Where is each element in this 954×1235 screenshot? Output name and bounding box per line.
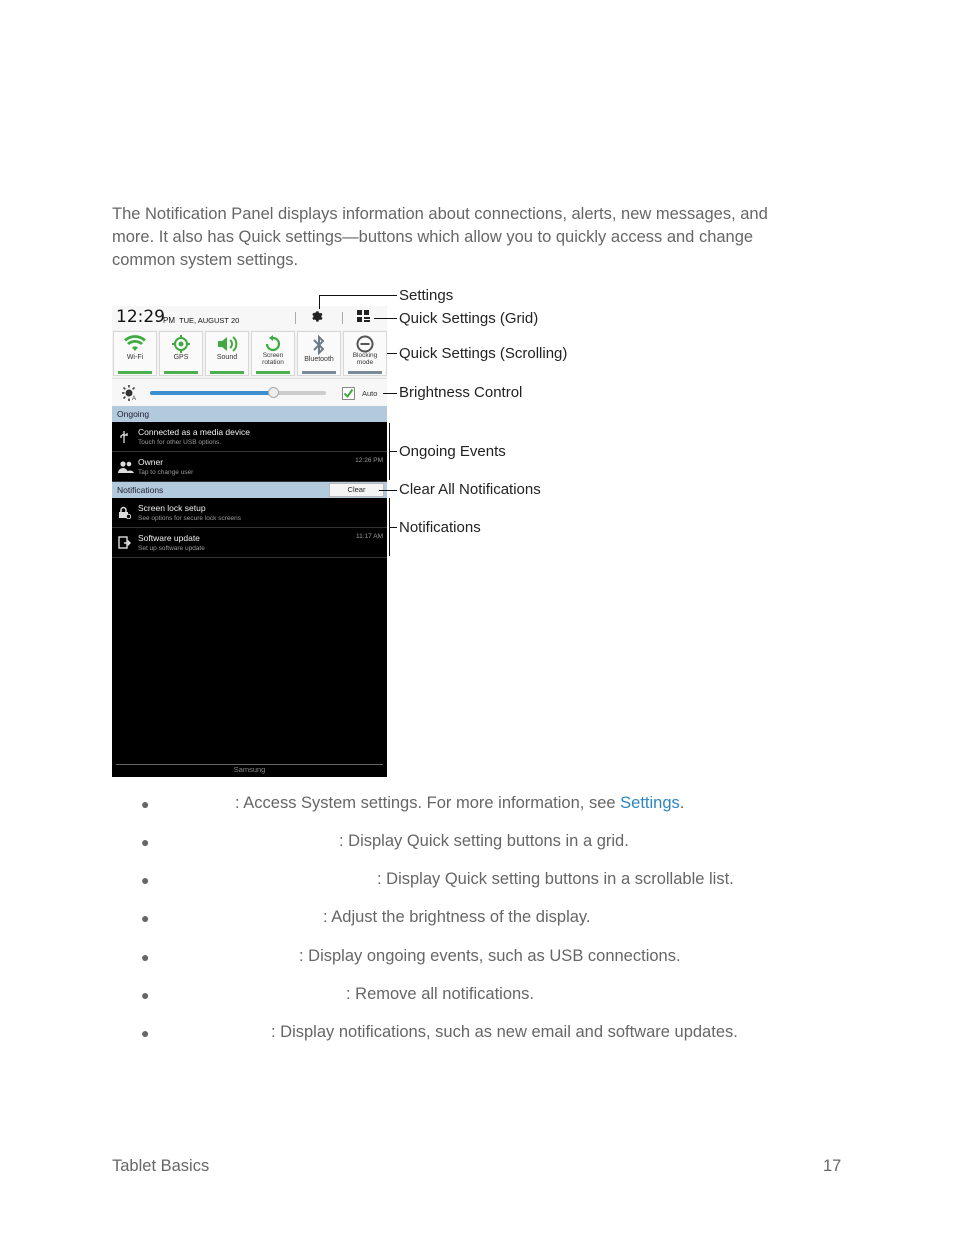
auto-brightness-label: Auto bbox=[362, 389, 378, 398]
ongoing-item-usb[interactable] bbox=[112, 422, 387, 452]
qs-button-sound[interactable] bbox=[205, 331, 249, 376]
callout-ongoing: Ongoing Events bbox=[399, 443, 506, 460]
clock-ampm: PM bbox=[163, 316, 175, 325]
callout-notifications: Notifications bbox=[399, 519, 481, 536]
item-time: 12:26 PM bbox=[355, 457, 383, 464]
sound-icon bbox=[216, 335, 238, 353]
lock-icon bbox=[118, 506, 131, 524]
callout-line bbox=[319, 295, 397, 296]
item-title: Connected as a media device bbox=[138, 427, 250, 437]
callout-line bbox=[379, 490, 397, 491]
callout-qs-grid: Quick Settings (Grid) bbox=[399, 310, 539, 327]
bullet-notifications: : Display notifications, such as new email and software updates. bbox=[271, 1023, 738, 1041]
qs-label: GPS bbox=[173, 354, 189, 361]
brightness-slider[interactable] bbox=[150, 391, 326, 395]
bullet-text: : Access System settings. For more information, see bbox=[235, 794, 621, 812]
qs-status-bar bbox=[118, 371, 152, 374]
usb-icon bbox=[118, 430, 130, 448]
carrier-label: Samsung bbox=[116, 764, 383, 775]
bullet-dot: ● bbox=[141, 987, 150, 1003]
qs-label: Screen rotation bbox=[262, 352, 284, 366]
callout-qs-scrolling: Quick Settings (Scrolling) bbox=[399, 345, 568, 362]
quick-settings-scrolling bbox=[112, 330, 387, 378]
intro-paragraph: The Notification Panel displays information about connections, alerts, new messages, and more. It also has Quick settings—buttons which allow you to quickly access and change common system settings. bbox=[112, 205, 768, 269]
bullet-dot: ● bbox=[141, 834, 150, 850]
qs-label: Sound bbox=[216, 354, 238, 361]
blocking-mode-icon bbox=[355, 335, 375, 353]
footer-section-title: Tablet Basics bbox=[112, 1157, 210, 1175]
divider bbox=[295, 312, 296, 324]
software-update-icon bbox=[118, 536, 131, 554]
date: TUE, AUGUST 20 bbox=[179, 316, 240, 325]
item-subtitle: Touch for other USB options. bbox=[138, 439, 222, 446]
qs-status-bar bbox=[348, 371, 382, 374]
divider bbox=[342, 312, 343, 324]
qs-status-bar bbox=[302, 371, 336, 374]
bullet-qs-scrolling: : Display Quick setting buttons in a scrollable list. bbox=[377, 870, 734, 888]
bullet-qs-grid: : Display Quick setting buttons in a grid. bbox=[339, 832, 629, 850]
settings-gear-icon[interactable] bbox=[310, 309, 324, 328]
status-bar bbox=[112, 306, 387, 331]
user-icon bbox=[118, 460, 134, 478]
brightness-control bbox=[112, 378, 387, 407]
bullet-dot: ● bbox=[141, 872, 150, 888]
callout-line bbox=[389, 451, 397, 452]
bullet-text-end: . bbox=[679, 794, 685, 812]
page-number: 17 bbox=[823, 1157, 842, 1175]
qs-button-bluetooth[interactable] bbox=[297, 331, 341, 376]
callout-line bbox=[383, 393, 397, 394]
callout-clear-all: Clear All Notifications bbox=[399, 481, 541, 498]
brightness-slider-fill bbox=[150, 391, 273, 395]
bullet-settings bbox=[235, 794, 684, 813]
qs-label: Blocking mode bbox=[352, 352, 378, 366]
item-subtitle: See options for secure lock screens bbox=[138, 515, 241, 522]
notification-item-software-update[interactable] bbox=[112, 528, 387, 558]
qs-status-bar bbox=[164, 371, 198, 374]
bullet-dot: ● bbox=[141, 796, 150, 812]
item-time: 11:17 AM bbox=[356, 533, 383, 540]
brightness-icon bbox=[122, 385, 138, 406]
callout-line bbox=[319, 295, 320, 309]
notification-panel-screenshot bbox=[112, 306, 387, 777]
qs-status-bar bbox=[210, 371, 244, 374]
qs-label: Bluetooth bbox=[304, 356, 334, 363]
bullet-ongoing: : Display ongoing events, such as USB connections. bbox=[299, 947, 681, 965]
callout-line bbox=[389, 527, 397, 528]
ongoing-item-owner[interactable] bbox=[112, 452, 387, 482]
qs-button-screen-rotation[interactable] bbox=[251, 331, 295, 376]
notifications-header-label: Notifications bbox=[117, 485, 164, 495]
bullet-dot: ● bbox=[141, 910, 150, 926]
bullet-brightness: : Adjust the brightness of the display. bbox=[323, 908, 591, 926]
qs-button-blocking-mode[interactable] bbox=[343, 331, 387, 376]
auto-brightness-checkbox[interactable] bbox=[342, 387, 355, 405]
notifications-header bbox=[112, 482, 387, 498]
qs-status-bar bbox=[256, 371, 290, 374]
item-title: Owner bbox=[138, 457, 164, 467]
gps-icon bbox=[171, 335, 191, 353]
qs-label: Wi-Fi bbox=[126, 354, 144, 361]
item-subtitle: Set up software update bbox=[138, 545, 205, 552]
rotation-icon bbox=[263, 335, 283, 353]
bullet-dot: ● bbox=[141, 949, 150, 965]
wifi-icon bbox=[124, 335, 146, 353]
item-title: Software update bbox=[138, 533, 200, 543]
callout-brightness: Brightness Control bbox=[399, 384, 523, 401]
item-subtitle: Tap to change user bbox=[138, 469, 194, 476]
ongoing-header-label: Ongoing bbox=[117, 409, 150, 419]
qs-button-gps[interactable] bbox=[159, 331, 203, 376]
bullet-dot: ● bbox=[141, 1025, 150, 1041]
clear-all-button[interactable]: Clear bbox=[329, 483, 384, 497]
clock: 12:29 bbox=[116, 307, 165, 327]
brightness-slider-knob[interactable] bbox=[268, 387, 279, 398]
bullet-clear-all: : Remove all notifications. bbox=[346, 985, 535, 1003]
quick-settings-grid-icon[interactable] bbox=[357, 310, 370, 328]
settings-link[interactable]: Settings bbox=[620, 794, 680, 812]
item-title: Screen lock setup bbox=[138, 503, 206, 513]
ongoing-header bbox=[112, 406, 387, 422]
notification-item-screen-lock[interactable] bbox=[112, 498, 387, 528]
callout-line bbox=[374, 318, 397, 319]
callout-settings: Settings bbox=[399, 287, 454, 304]
svg-text:A: A bbox=[132, 396, 137, 401]
qs-button-wifi[interactable] bbox=[113, 331, 157, 376]
bluetooth-icon bbox=[312, 335, 326, 355]
callout-line bbox=[387, 353, 397, 354]
